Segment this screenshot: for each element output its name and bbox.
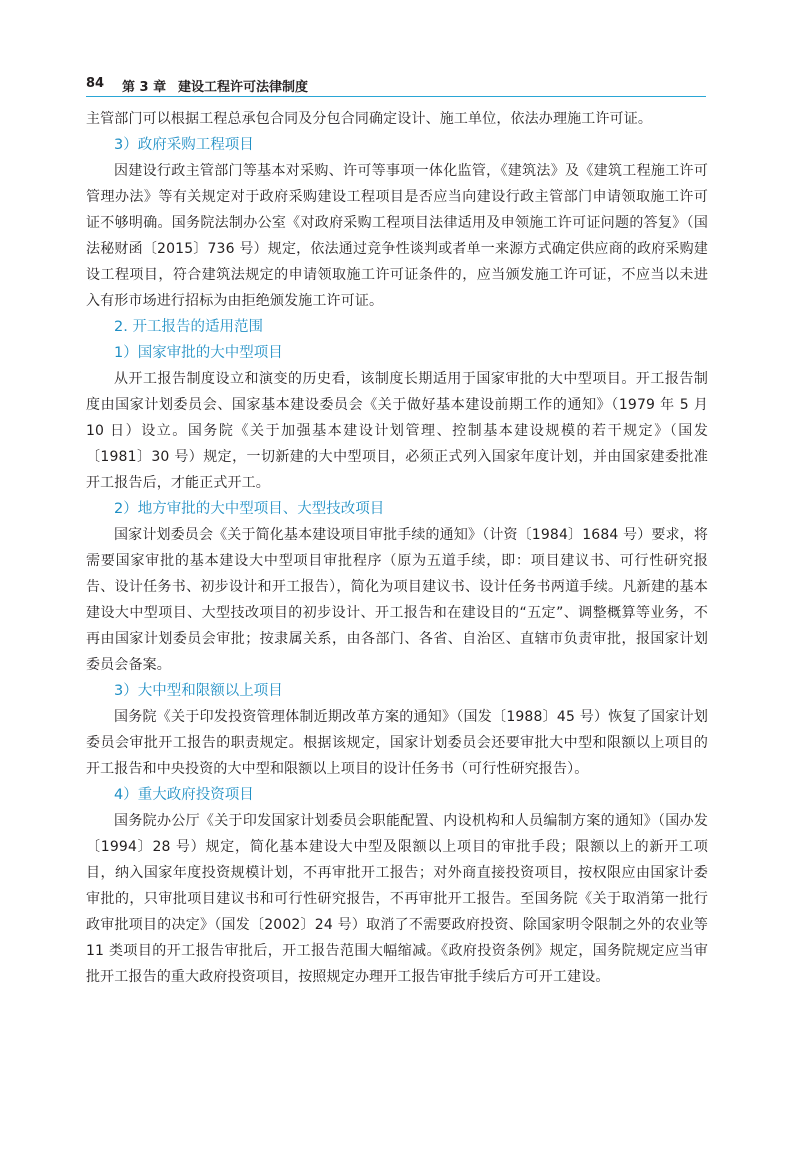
heading-start-report-scope: 2. 开工报告的适用范围 (114, 319, 263, 335)
paragraph-local-projects: 国家计划委员会《关于简化基本建设项目审批手续的通知》（计资〔1984〕1684 号）要求，将需要国家审批的基本建设大中型项目审批程序（原为五道手续，即：项目建议书、可行性研究报告、设计任务书、初步设计和开工报告），简化为项目建议书、设计任务书两道手续。凡新建的基本建设大中型项目、大型技改项目的初步设计、开工报告和在建设目的“五定”、调整概算等业务，不再由国家计划委员会审批；按隶属关系，由各部门、各省、自治区、直辖市负责审批，报国家计划委员会备案。 (86, 527, 708, 673)
heading-local-projects: 2）地方审批的大中型项目、大型技改项目 (114, 501, 385, 517)
chapter-label: 第 3 章 (122, 80, 167, 95)
paragraph-continued: 主管部门可以根据工程总承包合同及分包合同确定设计、施工单位，依法办理施工许可证。 (86, 111, 652, 127)
paragraph-national-projects: 从开工报告制度设立和演变的历史看，该制度长期适用于国家审批的大中型项目。开工报告制度由国家计划委员会、国家基本建设委员会《关于做好基本建设前期工作的通知》（1979 年 5 月 10 日）设立。国务院《关于加强基本建设计划管理、控制基本建设规模的若干规定》（国发〔1981〕30 号）规定，一切新建的大中型项目，必须正式列入国家年度计划，并由国家建委批准开工报告后，才能正式开工。 (86, 371, 708, 491)
header-rule (86, 96, 706, 97)
page-number: 84 (86, 76, 105, 91)
page-body (86, 106, 708, 990)
paragraph-major-government-investment: 国务院办公厅《关于印发国家计划委员会职能配置、内设机构和人员编制方案的通知》（国办发〔1994〕28 号）规定，简化基本建设大中型及限额以上项目的审批手段；限额以上的新开工项目，纳入国家年度投资规模计划，不再审批开工报告；对外商直接投资项目，按权限应由国家计委审批的，只审批项目建议书和可行性研究报告，不再审批开工报告。至国务院《关于取消第一批行政审批项目的决定》（国发〔2002〕24 号）取消了不需要政府投资、除国家明令限制之外的农业等 11 类项目的开工报告审批后，开工报告范围大幅缩减。《政府投资条例》规定，国务院规定应当审批开工报告的重大政府投资项目，按照规定办理开工报告审批手续后方可开工建设。 (86, 813, 708, 985)
chapter-title: 建设工程许可法律制度 (178, 80, 309, 95)
paragraph-above-quota-projects: 国务院《关于印发投资管理体制近期改革方案的通知》（国发〔1988〕45 号）恢复了国家计划委员会审批开工报告的职责规定。根据该规定，国家计划委员会还要审批大中型和限额以上项目的开工报告和中央投资的大中型和限额以上项目的设计任务书（可行性研究报告）。 (86, 709, 708, 777)
heading-major-government-investment: 4）重大政府投资项目 (114, 787, 254, 803)
heading-government-procurement: 3）政府采购工程项目 (114, 137, 254, 153)
heading-above-quota-projects: 3）大中型和限额以上项目 (114, 683, 283, 699)
paragraph-procurement: 因建设行政主管部门等基本对采购、许可等事项一体化监管，《建筑法》及《建筑工程施工许可管理办法》等有关规定对于政府采购建设工程项目是否应当向建设行政主管部门申请领取施工许可证不够明确。国务院法制办公室《对政府采购工程项目法律适用及申领施工许可证问题的答复》（国法秘财函〔2015〕736 号）规定，依法通过竞争性谈判或者单一来源方式确定供应商的政府采购建设工程项目，符合建筑法规定的申请领取施工许可证条件的，应当颁发施工许可证，不应当以未进入有形市场进行招标为由拒绝颁发施工许可证。 (86, 163, 708, 309)
running-header (86, 74, 706, 98)
heading-national-projects: 1）国家审批的大中型项目 (114, 345, 283, 361)
